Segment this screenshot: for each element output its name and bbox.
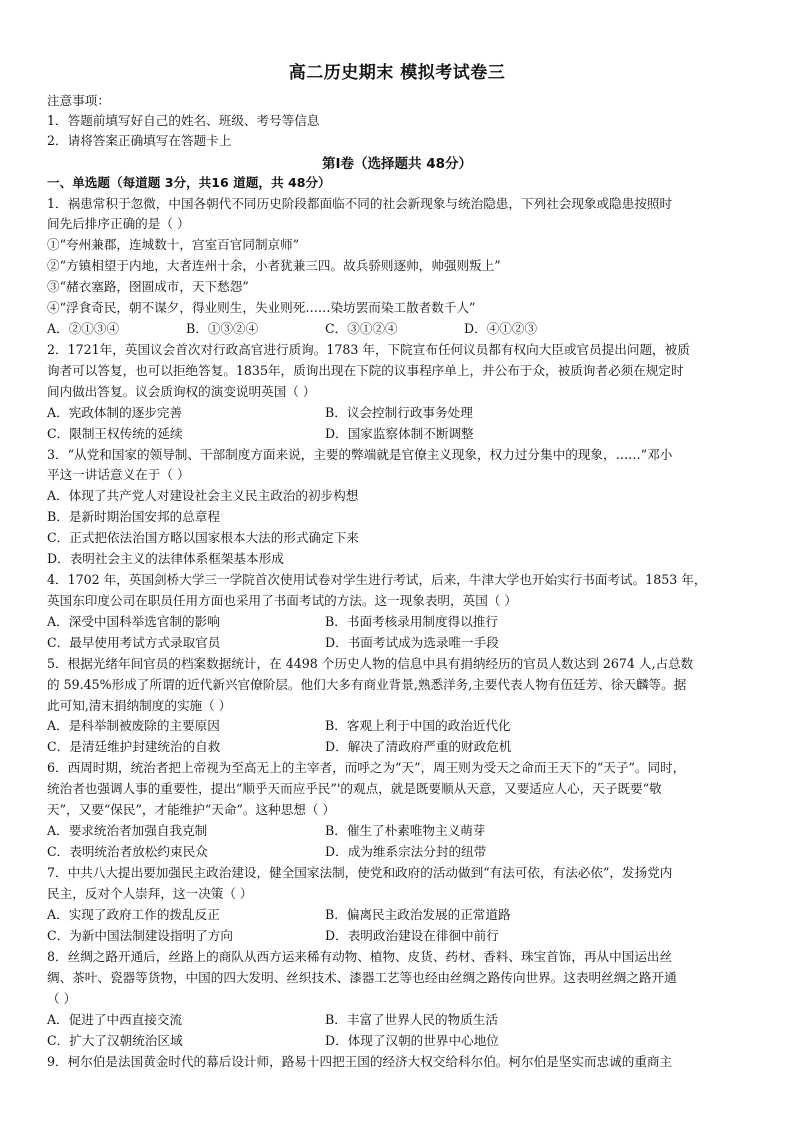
option-d: D．体现了汉朝的世界中心地位 (325, 1033, 499, 1048)
question-stem: 1．祸患常积于忽微，中国各朝代不同历史阶段都面临不同的社会新现象与统治隐患，下列社会现象或隐患按照时 (47, 196, 673, 211)
part-heading: 一、单选题（每道题 3分，共16 道题，共 48分） (47, 175, 331, 190)
option-a: A．体现了共产党人对建设社会主义民主政治的初步构想 (47, 488, 359, 503)
question-stem: 询者可以答复，也可以拒绝答复。1835年，质询出现在下院的议事程序单上，并公布于众，被质询者必须在规定时 (47, 363, 684, 378)
option-b: B．议会控制行政事务处理 (325, 405, 473, 420)
option-a: A．深受中国科举选官制的影响 (47, 614, 220, 629)
option-c: C．最早使用考试方式录取官员 (47, 635, 221, 650)
option-c: C．限制王权传统的延续 (47, 426, 183, 441)
question-stem: 2．1721年，英国议会首次对行政高官进行质询。1783 年，下院宣布任何议员都有权向大臣或官员提出问题，被质 (47, 342, 690, 357)
question-stem: 间内做出答复。议会质询权的演变说明英国（ ） (47, 384, 316, 399)
question-stem: 9．柯尔伯是法国黄金时代的幕后设计师，路易十四把王国的经济大权交给科尔伯。柯尔伯是坚实而忠诚的重商主 (47, 1054, 673, 1069)
option-a: A．实现了政府工作的拨乱反正 (47, 907, 220, 922)
question-stem: 的 59.45%形成了所谓的近代新兴官僚阶层。他们大多有商业背景,熟悉洋务,主要代表人物有伍廷芳、徐天麟等。据 (47, 677, 687, 692)
question-item: ④“浮食奇民，朝不谋夕，得业则生，失业则死……染坊罢而染工散者数千人” (47, 300, 476, 315)
option-b: B．催生了朴素唯物主义萌芽 (325, 823, 486, 838)
notes-heading: 注意事项： (47, 93, 110, 108)
option-d: D．成为维系宗法分封的纽带 (325, 844, 487, 859)
question-stem: 绸、茶叶、瓷器等货物，中国的四大发明、丝织技术、漆器工艺等也经由丝绸之路传向世界。这表明丝绸之路开通 (47, 970, 677, 985)
option-d: D．表明社会主义的法律体系框架基本形成 (47, 551, 284, 566)
question-item: ②“方镇相望于内地，大者连州十余，小者犹兼三四。故兵骄则逐帅，帅强则叛上” (47, 258, 501, 273)
option-a: A．要求统治者加强自我克制 (47, 823, 208, 838)
option-c: C．表明统治者放松约束民众 (47, 844, 208, 859)
question-stem: 民主，反对个人崇拜，这一决策（ ） (47, 886, 253, 901)
question-stem: 统治者也强调人事的重要性，提出“顺乎天而应乎民”'的观点，就是既要顺从天意，又要适应人心，天子既要“敬 (47, 781, 662, 796)
question-item: ③“赭衣塞路，囹圄成市，天下愁怨” (47, 279, 249, 294)
question-stem: 4．1702 年，英国剑桥大学三一学院首次使用试卷对学生进行考试，后来，牛津大学也开始实行书面考试。1853 年， (47, 572, 707, 587)
option-d: D．国家监察体制不断调整 (325, 426, 474, 441)
option-b: B．客观上利于中国的政治近代化 (325, 718, 511, 733)
question-stem: 英国东印度公司在职员任用方面也采用了书面考试的方法。这一现象表明，英国（ ） (47, 593, 517, 608)
question-stem: （ ） (47, 991, 77, 1006)
question-stem: 间先后排序正确的是（ ） (47, 216, 190, 231)
option-b: B．偏离民主政治发展的正常道路 (325, 907, 511, 922)
option-b: B．丰富了世界人民的物质生活 (325, 1012, 498, 1027)
option-c: C．是清廷维护封建统治的自救 (47, 739, 221, 754)
option-b: B．书面考核录用制度得以推行 (325, 614, 498, 629)
question-stem: 7．中共八大提出要加强民主政治建设，健全国家法制，使党和政府的活动做到“有法可依，有法必依”，发扬党内 (47, 865, 673, 880)
page-title: 高二历史期末 模拟考试卷三 (288, 63, 506, 83)
option-c: C．③①②④ (325, 321, 398, 336)
section-title: 第I卷（选择题共 48分） (321, 156, 472, 172)
note-item: 1．答题前填写好自己的姓名、班级、考号等信息 (47, 113, 320, 128)
option-a: A．是科举制被废除的主要原因 (47, 718, 220, 733)
question-stem: 此可知,清末捐纳制度的实施（ ） (47, 698, 232, 713)
option-b: B．①③②④ (186, 321, 259, 336)
option-c: C．正式把依法治国方略以国家根本大法的形式确定下来 (47, 530, 359, 545)
option-c: C．为新中国法制建设指明了方向 (47, 928, 233, 943)
option-d: D．④①②③ (464, 321, 538, 336)
option-d: D．书面考试成为选录唯一手段 (325, 635, 499, 650)
option-a: A．②①③④ (47, 321, 120, 336)
question-stem: 3．“从党和国家的领导制、干部制度方面来说，主要的弊端就是官僚主义现象，权力过分集中的现象，……”邓小 (47, 447, 673, 462)
option-a: A．宪政体制的逐步完善 (47, 405, 183, 420)
option-c: C．扩大了汉朝统治区域 (47, 1033, 183, 1048)
question-stem: 天”，又要“保民”，才能维护“天命”。这种思想（ ） (47, 802, 336, 817)
question-item: ①“夸州兼郡，连城数十，宫室百官同制京师” (47, 237, 300, 252)
question-stem: 6．西周时期，统治者把上帝视为至高无上的主宰者，而呼之为“天”，周王则为受天之命而王天下的“天子”。同时， (47, 760, 686, 775)
option-d: D．解决了清政府严重的财政危机 (325, 739, 512, 754)
question-stem: 5．根据光绪年间官员的档案数据统计，在 4498 个历史人物的信息中具有捐纳经历的官员人数达到 2674 人,占总数 (47, 656, 694, 671)
question-stem: 8．丝绸之路开通后，丝路上的商队从西方运来稀有动物、植物、皮货、药材、香料、珠宝首饰，再从中国运出丝 (47, 949, 673, 964)
option-d: D．表明政治建设在徘徊中前行 (325, 928, 499, 943)
option-b: B．是新时期治国安邦的总章程 (47, 509, 220, 524)
question-stem: 平这一讲话意义在于（ ） (47, 467, 190, 482)
option-a: A．促进了中西直接交流 (47, 1012, 183, 1027)
note-item: 2．请将答案正确填写在答题卡上 (47, 133, 232, 148)
